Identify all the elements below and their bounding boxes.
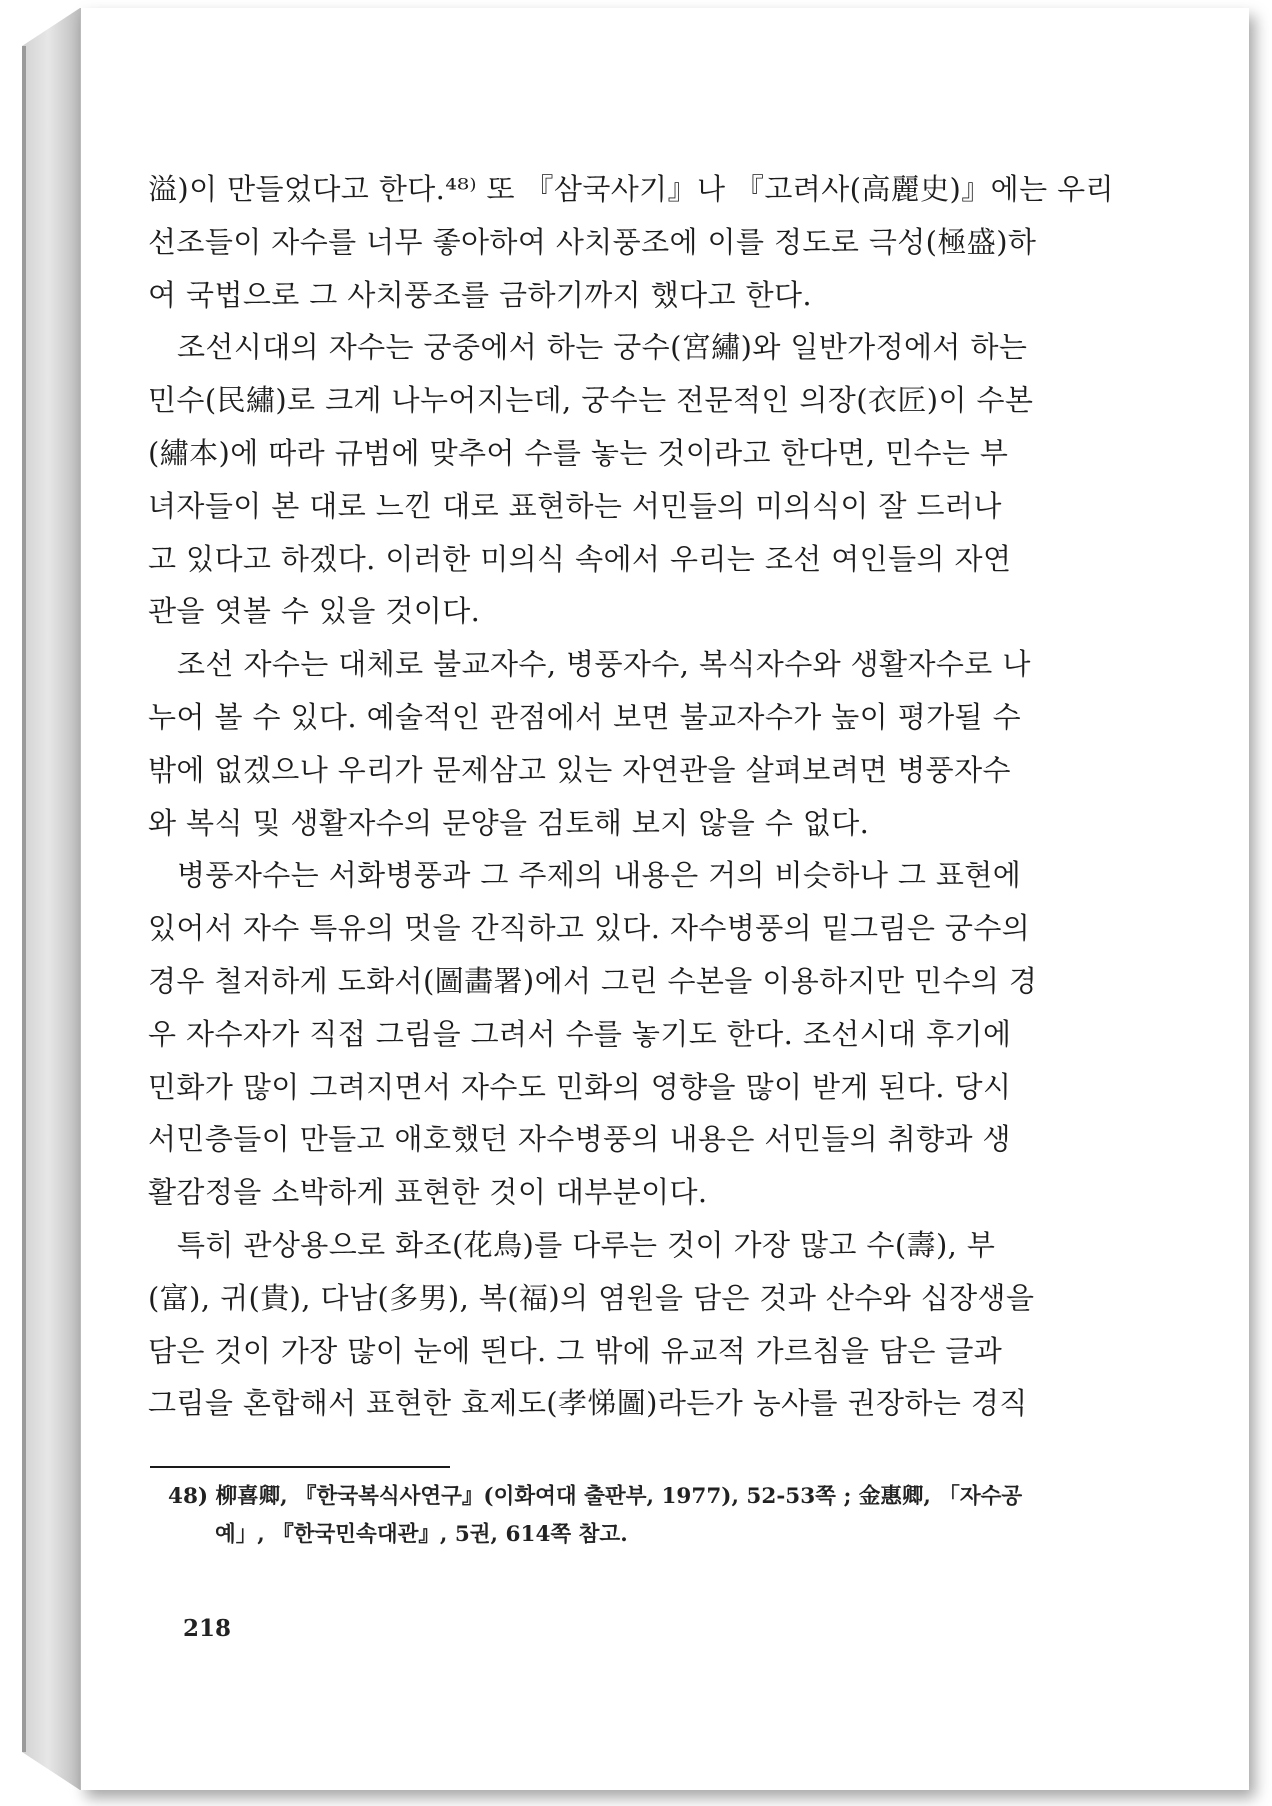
text-line: 특히 관상용으로 화조(花鳥)를 다루는 것이 가장 많고 수(壽), 부 bbox=[177, 1227, 996, 1262]
text-line: 그림을 혼합해서 표현한 효제도(孝悌圖)라든가 농사를 권장하는 경직 bbox=[148, 1386, 1028, 1421]
text-line: 선조들이 자수를 너무 좋아하여 사치풍조에 이를 정도로 극성(極盛)하 bbox=[148, 224, 1037, 259]
text-line: 민화가 많이 그려지면서 자수도 민화의 영향을 많이 받게 된다. 당시 bbox=[148, 1069, 1012, 1104]
footnote-line: 48) 柳喜卿, 『한국복식사연구』(이화여대 출판부, 1977), 52-53쪽 ; 金惠卿, 「자수공 bbox=[168, 1484, 1023, 1509]
body-text bbox=[148, 163, 1122, 1430]
text-line: 와 복식 및 생활자수의 문양을 검토해 보지 않을 수 없다. bbox=[148, 805, 870, 840]
paragraph bbox=[148, 1219, 1122, 1430]
text-line: 있어서 자수 특유의 멋을 간직하고 있다. 자수병풍의 밑그림은 궁수의 bbox=[148, 911, 1031, 946]
text-line: 민수(民繡)로 크게 나누어지는데, 궁수는 전문적인 의장(衣匠)이 수본 bbox=[148, 383, 1034, 418]
paragraph bbox=[148, 638, 1122, 849]
footnote bbox=[168, 1478, 1122, 1554]
paragraph bbox=[148, 163, 1122, 321]
text-line: 溢)이 만들었다고 한다.⁴⁸⁾ 또 『삼국사기』나 『고려사(高麗史)』에는 우리 bbox=[148, 172, 1114, 206]
text-line: 활감정을 소박하게 표현한 것이 대부분이다. bbox=[148, 1175, 708, 1210]
text-line: 우 자수자가 직접 그림을 그려서 수를 놓기도 한다. 조선시대 후기에 bbox=[148, 1016, 1012, 1051]
text-line: 녀자들이 본 대로 느낀 대로 표현하는 서민들의 미의식이 잘 드러나 bbox=[148, 488, 1002, 523]
text-line: 경우 철저하게 도화서(圖畵署)에서 그린 수본을 이용하지만 민수의 경 bbox=[148, 963, 1038, 998]
text-line: 서민층들이 만들고 애호했던 자수병풍의 내용은 서민들의 취향과 생 bbox=[148, 1122, 1011, 1157]
text-line: 고 있다고 하겠다. 이러한 미의식 속에서 우리는 조선 여인들의 자연 bbox=[148, 541, 1012, 576]
text-line: (繡本)에 따라 규범에 맞추어 수를 놓는 것이라고 한다면, 민수는 부 bbox=[148, 435, 1009, 470]
text-line: 관을 엿볼 수 있을 것이다. bbox=[148, 594, 481, 629]
text-line: (富), 귀(貴), 다남(多男), 복(福)의 염원을 담은 것과 산수와 십장생을 bbox=[148, 1280, 1035, 1315]
text-line: 여 국법으로 그 사치풍조를 금하기까지 했다고 한다. bbox=[148, 277, 813, 312]
text-line: 밖에 없겠으나 우리가 문제삼고 있는 자연관을 살펴보려면 병풍자수 bbox=[148, 752, 1011, 787]
book-side-edge bbox=[22, 8, 80, 1790]
text-line: 조선시대의 자수는 궁중에서 하는 궁수(宮繡)와 일반가정에서 하는 bbox=[177, 330, 1028, 365]
footnote-line: 예」, 『한국민속대관』, 5권, 614쪽 참고. bbox=[215, 1522, 628, 1547]
text-line: 누어 볼 수 있다. 예술적인 관점에서 보면 불교자수가 높이 평가될 수 bbox=[148, 699, 1021, 734]
book-spine bbox=[22, 46, 26, 1752]
footnote-divider bbox=[150, 1466, 450, 1468]
page-number: 218 bbox=[183, 1615, 232, 1642]
text-line: 조선 자수는 대체로 불교자수, 병풍자수, 복식자수와 생활자수로 나 bbox=[177, 647, 1031, 682]
paragraph bbox=[148, 849, 1122, 1219]
text-line: 담은 것이 가장 많이 눈에 띈다. 그 밖에 유교적 가르침을 담은 글과 bbox=[148, 1333, 1003, 1368]
text-line: 병풍자수는 서화병풍과 그 주제의 내용은 거의 비슷하나 그 표현에 bbox=[177, 858, 1022, 893]
paragraph bbox=[148, 321, 1122, 638]
